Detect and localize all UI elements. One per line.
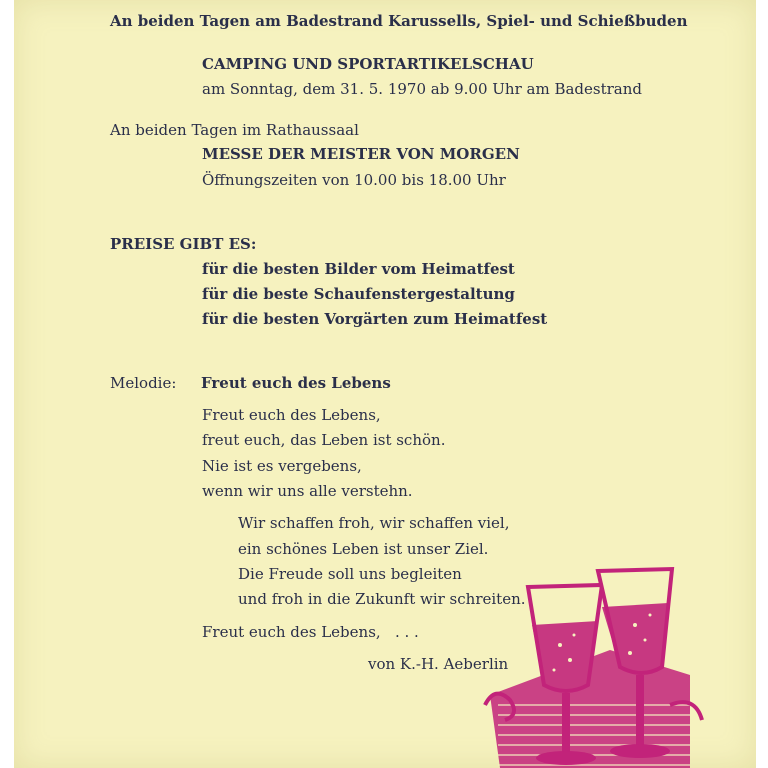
verse-line: Wir schaffen froh, wir schaffen viel, [238, 514, 510, 532]
camping-title: CAMPING UND SPORTARTIKELSCHAU [202, 55, 534, 73]
verse-line: Die Freude soll uns begleiten [238, 565, 462, 583]
verse-line: ein schönes Leben ist unser Ziel. [238, 540, 489, 558]
author-credit: von K.-H. Aeberlin [368, 655, 509, 673]
prize-item: für die besten Bilder vom Heimatfest [202, 260, 515, 278]
melody-label: Melodie: [110, 374, 177, 392]
rathaus-intro: An beiden Tagen im Rathaussaal [110, 121, 359, 139]
verse-line: und froh in die Zukunft wir schreiten. [238, 590, 526, 608]
champagne-glasses-illustration [470, 555, 710, 768]
camping-date: am Sonntag, dem 31. 5. 1970 ab 9.00 Uhr am Badestrand [202, 80, 642, 98]
prize-item: für die besten Vorgärten zum Heimatfest [202, 310, 548, 328]
verse-line: Freut euch des Lebens, [202, 406, 381, 424]
prize-item: für die beste Schaufenstergestaltung [202, 285, 515, 303]
rathaus-hours: Öffnungszeiten von 10.00 bis 18.00 Uhr [202, 171, 506, 189]
prizes-heading: PREISE GIBT ES: [110, 235, 257, 253]
verse-line: freut euch, das Leben ist schön. [202, 431, 446, 449]
verse-line: wenn wir uns alle verstehn. [202, 482, 413, 500]
closing-line: Freut euch des Lebens, . . . [202, 623, 419, 641]
verse-line: Nie ist es vergebens, [202, 457, 362, 475]
melody-title: Freut euch des Lebens [201, 374, 391, 392]
rathaus-title: MESSE DER MEISTER VON MORGEN [202, 145, 520, 163]
header-text: An beiden Tagen am Badestrand Karussells, Spiel- und Schießbuden [110, 12, 688, 30]
